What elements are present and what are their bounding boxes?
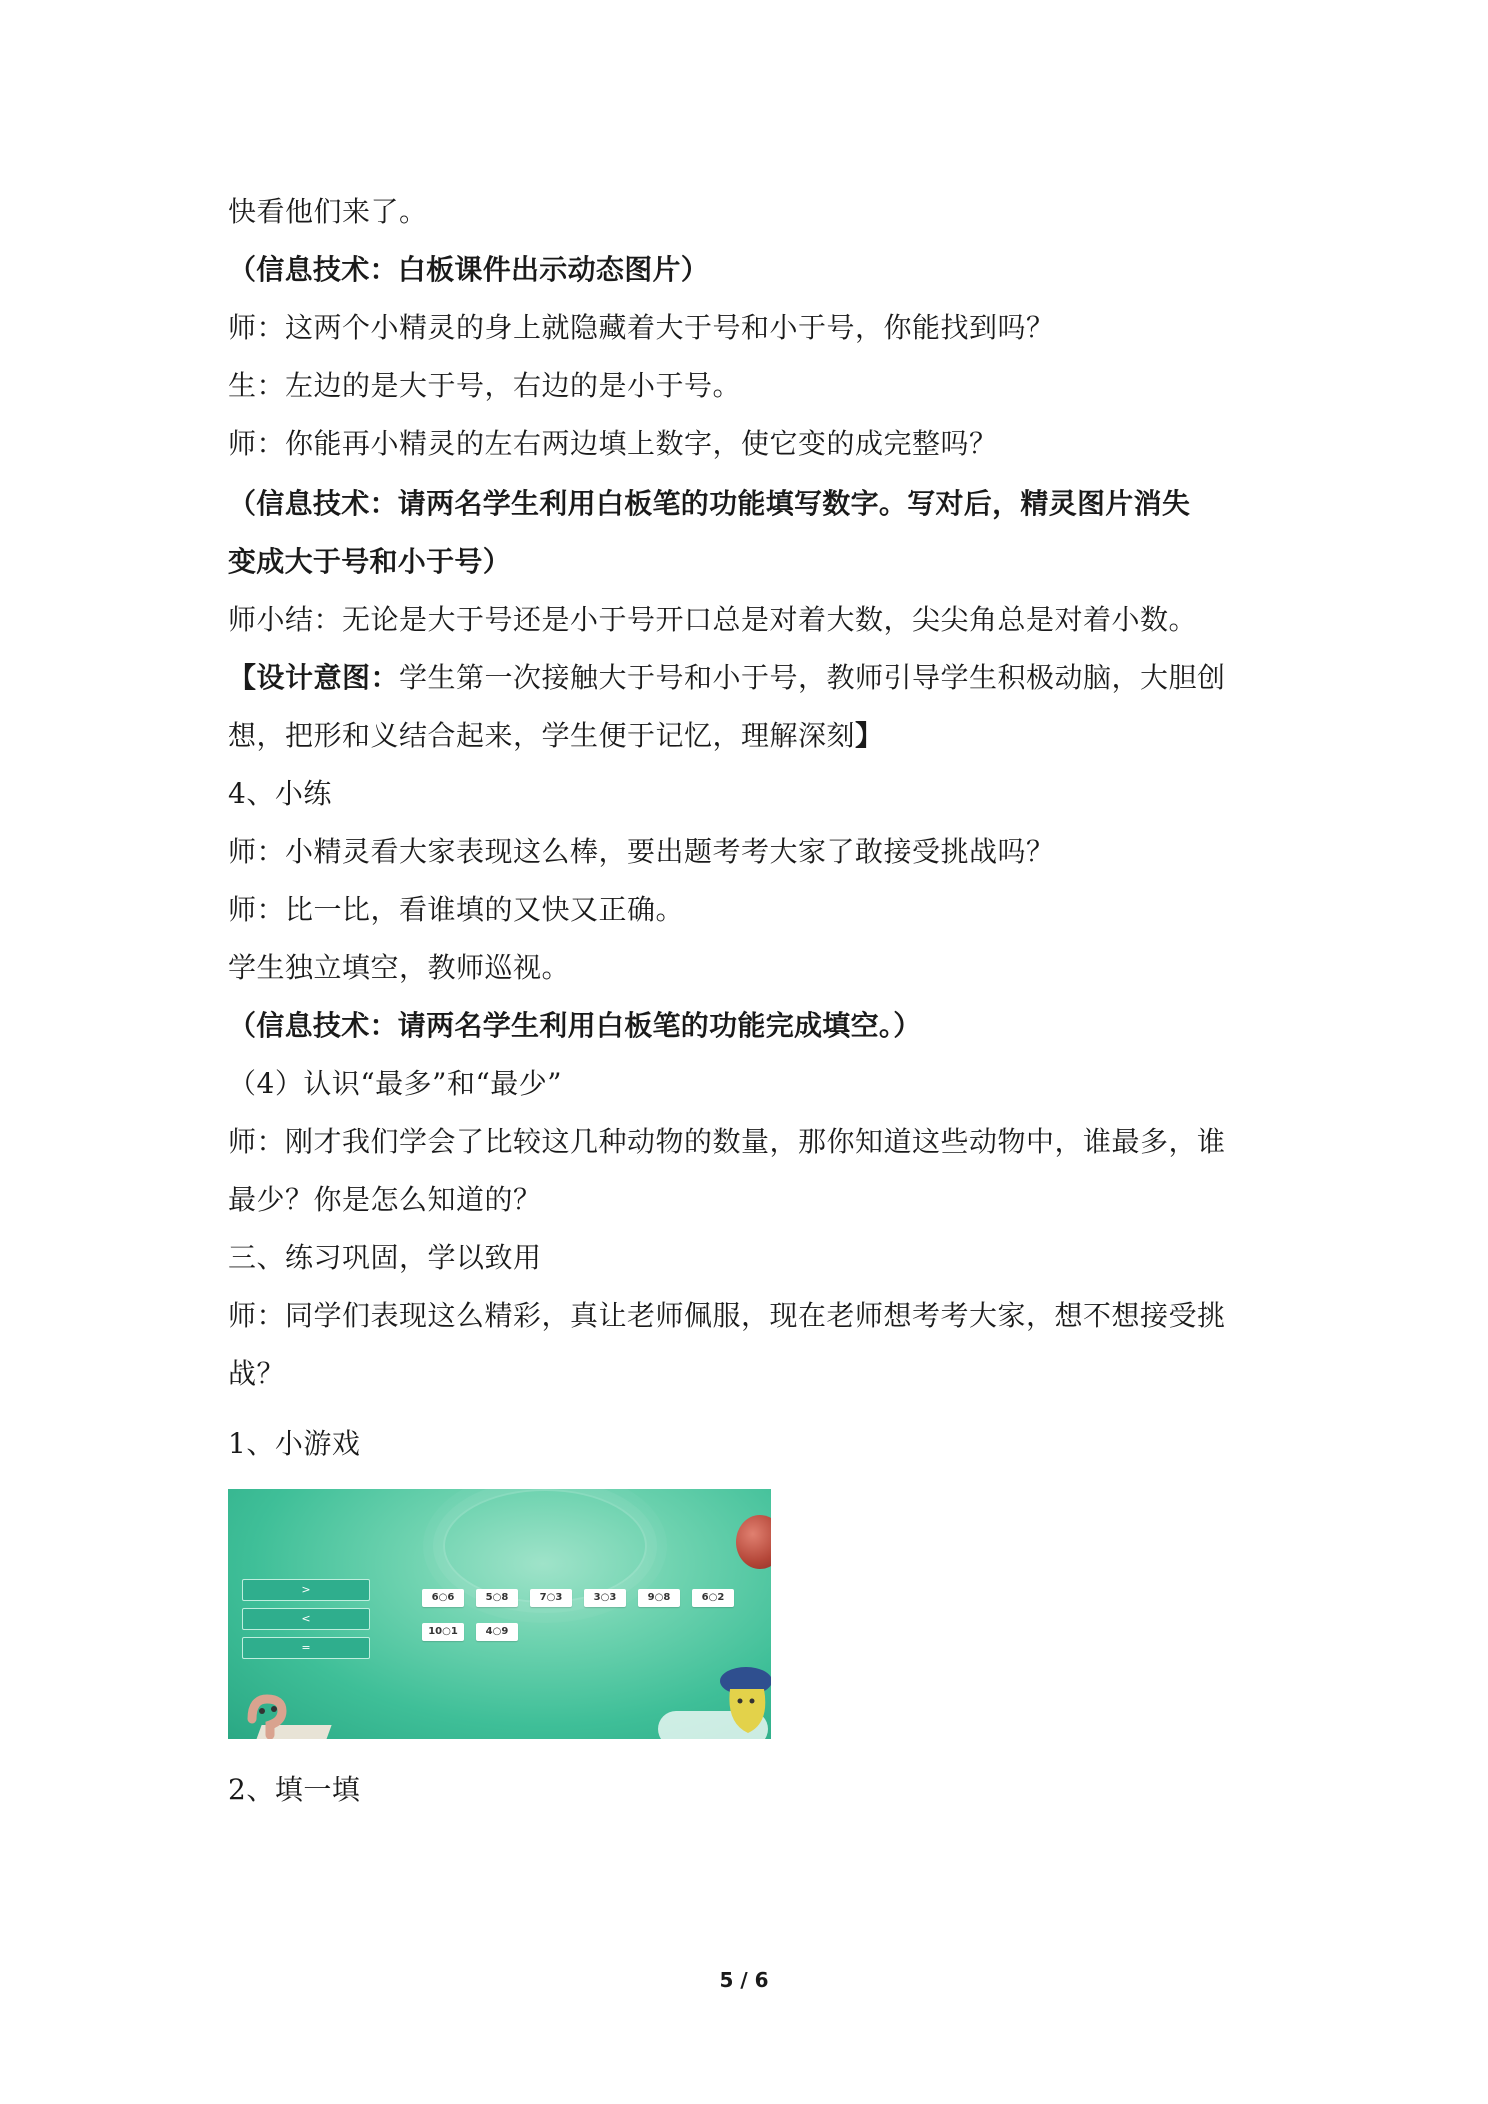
info-tech-note-1: （信息技术：白板课件出示动态图片） [228,253,710,286]
number-card[interactable]: 6○2 [692,1589,734,1607]
design-intent-text-cont: 想，把形和义结合起来，学生便于记忆，理解深刻 [228,719,856,752]
info-tech-note-2: （信息技术：请两名学生利用白板笔的功能填写数字。写对后，精灵图片消失 [228,487,1191,520]
number-card[interactable]: 6○6 [422,1589,464,1607]
section-small-practice: 4、小练 [228,777,332,810]
design-intent-text: 学生第一次接触大于号和小于号，教师引导学生积极动脑，大胆创 [399,661,1226,694]
section-fill-in: 2、填一填 [228,1773,361,1806]
number-card[interactable]: 7○3 [530,1589,572,1607]
section-most-least: （4）认识“最多”和“最少” [228,1067,563,1100]
text-line-14: 学生独立填空，教师巡视。 [228,951,571,984]
text-line-1: 快看他们来了。 [228,195,428,228]
design-intent-line-2 [228,716,1288,756]
text-line-17: 师：刚才我们学会了比较这几种动物的数量，那你知道这些动物中，谁最多，谁 [228,1125,1226,1158]
text-line-12: 师：小精灵看大家表现这么棒，要出题考考大家了敢接受挑战吗？ [228,835,1055,868]
greater-than-button[interactable]: > [242,1579,370,1601]
number-card[interactable]: 3○3 [584,1589,626,1607]
text-line-18: 最少？你是怎么知道的？ [228,1183,542,1216]
design-intent-close: 】 [855,719,884,752]
design-intent-label: 【设计意图： [228,661,400,694]
text-line-13: 师：比一比，看谁填的又快又正确。 [228,893,685,926]
page-number: 5 / 6 [719,1968,769,1992]
number-card[interactable]: 5○8 [476,1589,518,1607]
info-tech-note-3: （信息技术：请两名学生利用白板笔的功能完成填空。） [228,1009,922,1042]
design-intent-line-1 [228,658,1288,698]
section-practice: 三、练习巩固，学以致用 [228,1241,542,1274]
number-card[interactable]: 4○9 [476,1623,518,1641]
background-ripple [443,1489,647,1603]
game-screenshot [228,1489,771,1739]
balloon-icon [736,1515,771,1569]
number-card[interactable]: 9○8 [638,1589,680,1607]
teacher-summary: 师小结：无论是大于号还是小于号开口总是对着大数，尖尖角总是对着小数。 [228,603,1198,636]
text-line-4: 生：左边的是大于号，右边的是小于号。 [228,369,742,402]
equals-button[interactable]: = [242,1637,370,1659]
section-small-game: 1、小游戏 [228,1427,361,1460]
mushroom-character-icon [718,1661,771,1739]
text-line-21: 战？ [228,1357,286,1390]
text-line-20: 师：同学们表现这么精彩，真让老师佩服，现在老师想考考大家，想不想接受挑 [228,1299,1226,1332]
info-tech-note-2-cont: 变成大于号和小于号） [228,545,512,578]
number-card[interactable]: 10○1 [422,1623,464,1641]
question-mark-character-icon [232,1679,302,1739]
text-line-3: 师：这两个小精灵的身上就隐藏着大于号和小于号，你能找到吗？ [228,311,1055,344]
text-line-5: 师：你能再小精灵的左右两边填上数字，使它变的成完整吗？ [228,427,998,460]
less-than-button[interactable]: < [242,1608,370,1630]
